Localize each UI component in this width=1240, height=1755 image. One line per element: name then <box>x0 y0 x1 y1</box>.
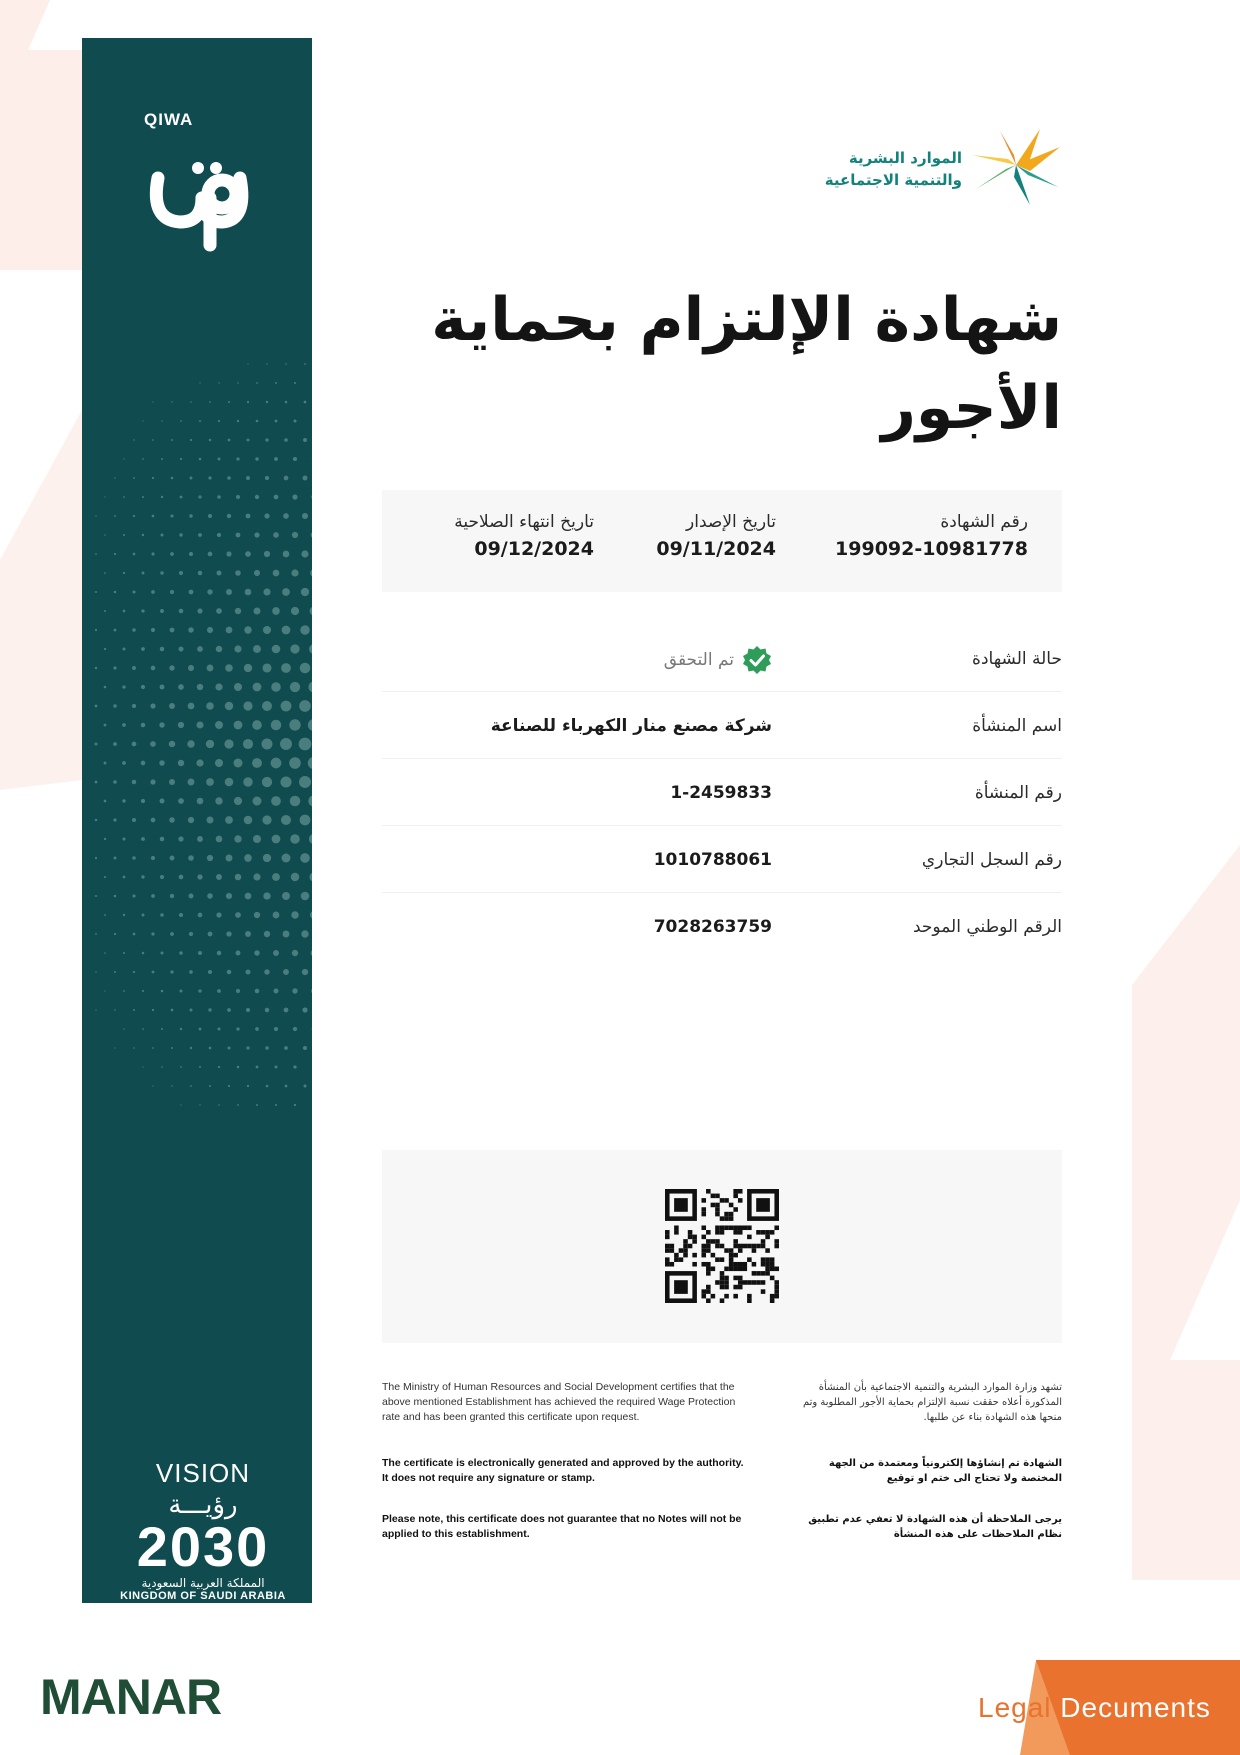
ministry-star-logo-icon <box>970 125 1062 207</box>
note-en-3: Please note, this certificate does not guarantee that no Notes will not be applied to this establishment. <box>382 1513 742 1540</box>
expiry-date-value: 09/12/2024 <box>474 538 594 560</box>
note-ar-3: يرجى الملاحظة أن هذه الشهادة لا تعفي عدم تطبيق نظام الملاحظات على هذه المنشأة <box>808 1514 1062 1540</box>
status-badge <box>664 645 772 675</box>
note-en-1: The Ministry of Human Resources and Social Development certifies that the above mentioned Establishment has achieved the required Wage Protection rate and has been granted this certificate upon request. <box>382 1381 736 1423</box>
manar-logo-text: MANAR <box>40 1669 222 1725</box>
sidebar-panel <box>82 38 312 1603</box>
vision-2030-logo <box>118 1458 288 1602</box>
detail-row-establishment-number <box>382 759 1062 826</box>
ministry-logo <box>802 125 1062 210</box>
detail-row-commercial-register <box>382 826 1062 893</box>
ministry-name-line1: الموارد البشرية <box>848 149 962 167</box>
detail-row-establishment-name <box>382 692 1062 759</box>
issue-date-value: 09/11/2024 <box>656 538 776 560</box>
ministry-name-line2: والتنمية الاجتماعية <box>824 171 962 189</box>
detail-row-unified-national-number <box>382 893 1062 959</box>
expiry-date-label: تاريخ انتهاء الصلاحية <box>454 512 594 532</box>
vision-year: 2030 <box>136 1515 270 1578</box>
status-label: حالة الشهادة <box>972 649 1062 669</box>
establishment-name-value: شركة مصنع منار الكهرباء للصناعة <box>490 716 772 736</box>
certificate-number-value: 199092-10981778 <box>835 538 1028 560</box>
certificate-info-box <box>382 490 1062 592</box>
establishment-number-label: رقم المنشأة <box>974 783 1062 803</box>
qr-code-icon[interactable] <box>665 1187 779 1305</box>
note-ar-2: الشهادة تم إنشاؤها إلكترونياً ومعتمدة من الجهة المختصة ولا تحتاج الى ختم او توقيع <box>828 1458 1062 1484</box>
dot-pattern-decoration <box>82 278 312 1158</box>
legal-word: Legal <box>978 1692 1052 1723</box>
status-value: تم التحقق <box>663 650 734 670</box>
qiwa-label: QIWA <box>144 110 194 129</box>
details-list <box>382 625 1062 959</box>
qr-panel <box>382 1150 1062 1343</box>
qiwa-logo-icon <box>140 110 260 260</box>
legal-documents-banner <box>950 1660 1240 1755</box>
unified-national-number-value: 7028263759 <box>653 917 772 937</box>
issue-date <box>656 512 776 560</box>
vision-word: VISION رؤيـــة <box>155 1458 251 1519</box>
unified-national-number-label: الرقم الوطني الموحد <box>913 917 1062 937</box>
certificate-number <box>835 512 1028 560</box>
ministry-name <box>825 147 962 191</box>
certificate-number-label: رقم الشهادة <box>940 512 1028 532</box>
establishment-number-value: 1-2459833 <box>670 783 772 803</box>
commercial-register-label: رقم السجل التجاري <box>921 850 1062 870</box>
note-ar-1: تشهد وزارة الموارد البشرية والتنمية الاجتماعية بأن المنشأة المذكورة أعلاه حققت نسبة الإلتزام بحماية الأجور المطلوبة وتم منحها هذه الشهادة بناء عن طلبها. <box>802 1382 1062 1423</box>
establishment-name-label: اسم المنشأة <box>972 716 1062 736</box>
legal-documents-text <box>978 1692 1211 1724</box>
page-title: شهادة الإلتزام بحماية الأجور <box>431 285 1062 443</box>
expiry-date <box>454 512 594 560</box>
documents-word: Decuments <box>1051 1692 1211 1723</box>
vision-kingdom-en: KINGDOM OF SAUDI ARABIA <box>120 1590 286 1602</box>
commercial-register-value: 1010788061 <box>653 850 772 870</box>
detail-row-status <box>382 625 1062 692</box>
vision-kingdom-ar: المملكة العربية السعودية <box>141 1576 265 1590</box>
verified-check-icon <box>742 645 772 675</box>
issue-date-label: تاريخ الإصدار <box>686 512 776 532</box>
note-en-2: The certificate is electronically generated and approved by the authority. It does not require any signature or stamp. <box>382 1457 744 1484</box>
manar-logo <box>40 1669 222 1725</box>
